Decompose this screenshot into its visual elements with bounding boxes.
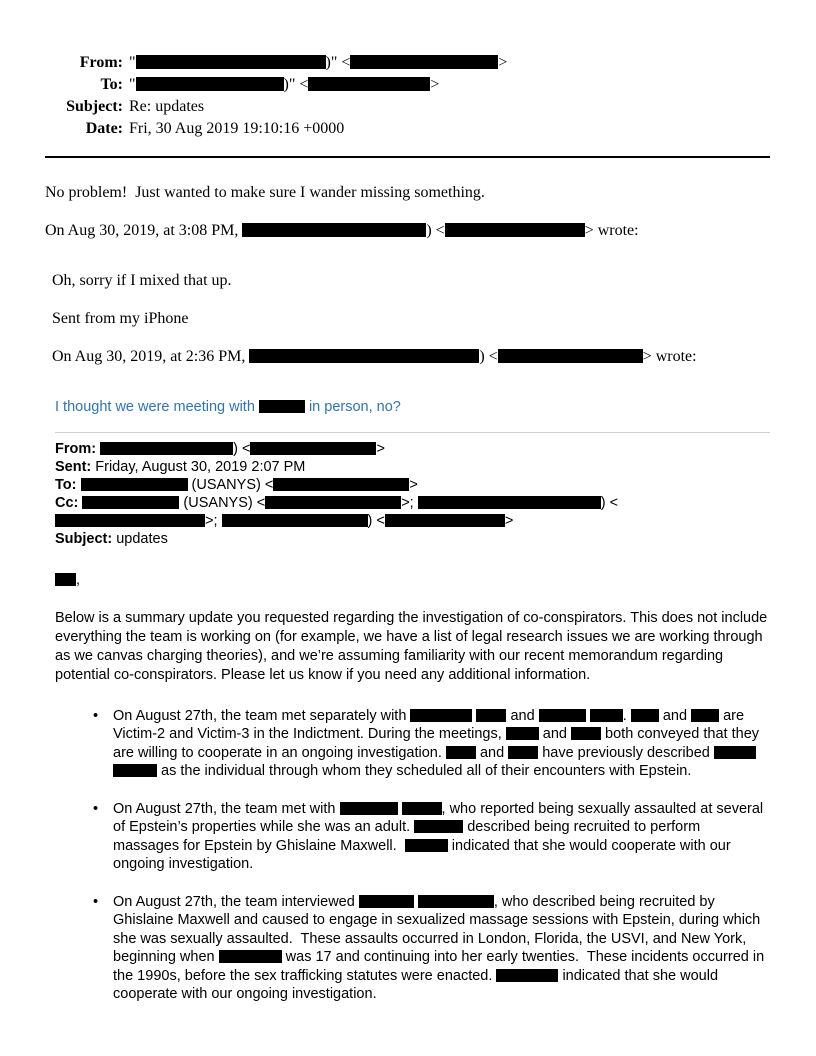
redaction-bar xyxy=(446,746,476,759)
redaction-bar xyxy=(82,496,179,509)
redaction-bar xyxy=(259,400,305,413)
redaction-bar xyxy=(445,223,585,237)
reply-text: No problem! Just wanted to make sure I wander missing something. xyxy=(45,184,485,201)
redaction-bar xyxy=(496,969,558,982)
field-label: Cc: xyxy=(55,494,79,511)
email-header xyxy=(45,52,770,140)
redaction-bar xyxy=(410,709,472,722)
quoted-attribution-1: On Aug 30, 2019, at 3:08 PM, ) < > wrote: xyxy=(45,222,639,239)
greeting-line: , xyxy=(55,571,770,589)
redaction-bar xyxy=(249,349,479,363)
field-label: To: xyxy=(55,476,77,493)
redaction-bar xyxy=(631,709,659,722)
inner-from-row: From: ) < > xyxy=(55,440,385,457)
from-label: From: xyxy=(79,54,123,71)
inner-message xyxy=(55,440,770,1004)
date-label: Date: xyxy=(85,120,123,137)
quoted-attribution-2: On Aug 30, 2019, at 2:36 PM, ) < > wrote: xyxy=(52,348,697,365)
redaction-bar xyxy=(418,895,494,908)
bullet-item-1 xyxy=(55,707,770,781)
redaction-bar xyxy=(508,746,538,759)
date-value: Fri, 30 Aug 2019 19:10:16 +0000 xyxy=(129,120,345,137)
redaction-bar xyxy=(242,223,426,237)
header-row-date xyxy=(45,118,770,140)
redaction-bar xyxy=(350,55,498,69)
redaction-bar xyxy=(100,442,233,455)
subject-label: Subject: xyxy=(66,98,123,115)
field-label: Subject: xyxy=(55,530,113,547)
bullet-text: On August 27th, the team interviewed , who described being recruited by Ghislaine Maxwell and caused to engage in sexualized massage sessions with Epstein, during which she was sexually assaulted. These assaults occurred in London, Florida, the USVI, and New York, beginning when was 17 and continuing into her early twenties. These incidents occurred in the 1990s, before the sex trafficking statutes were enacted. indicated that she would cooperate with our ongoing investigation. xyxy=(113,893,765,1002)
redaction-bar xyxy=(81,478,188,491)
to-value: " )" < > xyxy=(129,76,440,93)
bullet-item-2 xyxy=(55,800,770,874)
redaction-bar xyxy=(691,709,719,722)
redaction-bar xyxy=(55,514,205,527)
redaction-bar xyxy=(539,709,586,722)
field-label: From: xyxy=(55,440,97,457)
redaction-bar xyxy=(113,764,157,777)
redaction-bar xyxy=(418,496,601,509)
redaction-bar xyxy=(402,802,442,815)
inner-subject-row: Subject: updates xyxy=(55,530,168,547)
redaction-bar xyxy=(476,709,506,722)
redaction-bar xyxy=(340,802,398,815)
field-label: Sent: xyxy=(55,458,92,475)
header-divider-rule xyxy=(45,156,770,158)
inner-to-row: To: (USANYS) < > xyxy=(55,476,418,493)
inner-email-header xyxy=(55,440,770,548)
bullet-item-3 xyxy=(55,893,770,1004)
blue-question-text: I thought we were meeting with in person, no? xyxy=(55,399,401,415)
quoted-text: Oh, sorry if I mixed that up. xyxy=(52,272,232,289)
redaction-bar xyxy=(55,573,76,586)
redaction-bar xyxy=(250,442,376,455)
subject-value: Re: updates xyxy=(129,98,205,115)
bullet-text: On August 27th, the team met separately with and . and are Victim-2 and Victim-3 in the Indictment. During the meetings, and both conveyed that they are willing to cooperate in an ongoing investigation. and have previously described as the individual through whom they scheduled all of their encounters with Epstein. xyxy=(113,707,760,779)
redaction-bar xyxy=(405,839,448,852)
redaction-bar xyxy=(506,727,539,740)
redaction-bar xyxy=(136,77,284,91)
redaction-bar xyxy=(714,746,756,759)
redaction-bar xyxy=(414,820,463,833)
header-row-subject xyxy=(45,96,770,118)
from-value: " )" < > xyxy=(129,54,508,71)
header-row-from xyxy=(45,52,770,74)
redaction-bar xyxy=(273,478,409,491)
nested-message xyxy=(55,398,770,417)
redaction-bar xyxy=(222,514,368,527)
redaction-bar xyxy=(385,514,505,527)
inner-sent-row: Sent: Friday, August 30, 2019 2:07 PM xyxy=(55,458,306,475)
bullet-marker: • xyxy=(93,707,99,724)
iphone-signature: Sent from my iPhone xyxy=(52,310,189,327)
message-divider xyxy=(55,432,770,433)
redaction-bar xyxy=(219,950,282,963)
to-label: To: xyxy=(100,76,123,93)
redaction-bar xyxy=(571,727,601,740)
inner-cc-row: Cc: (USANYS) < >; ) <>; ) < > xyxy=(55,494,619,529)
redaction-bar xyxy=(308,77,430,91)
bullet-marker: • xyxy=(93,893,99,910)
bullet-marker: • xyxy=(93,800,99,817)
summary-intro-paragraph: Below is a summary update you requested regarding the investigation of co-conspirators. This does not include everything the team is working on (for example, we have a list of legal research issues we are working through as we canvas charging theories), and we’re assuming familiarity with our recent memorandum regarding potential co-conspirators. Please let us know if you need any additional information. xyxy=(55,609,768,683)
redaction-bar xyxy=(498,349,643,363)
redaction-bar xyxy=(359,895,414,908)
redaction-bar xyxy=(136,55,326,69)
redaction-bar xyxy=(590,709,623,722)
bullet-text: On August 27th, the team met with , who reported being sexually assaulted at several of Epstein’s properties while she was an adult. described being recruited to perform massages for Epstein by Ghislaine Maxwell. indicated that she would cooperate with our ongoing investigation. xyxy=(113,800,764,872)
bullet-list xyxy=(55,707,770,1004)
quoted-reply-block xyxy=(52,270,770,368)
header-row-to xyxy=(45,74,770,96)
redaction-bar xyxy=(265,496,401,509)
